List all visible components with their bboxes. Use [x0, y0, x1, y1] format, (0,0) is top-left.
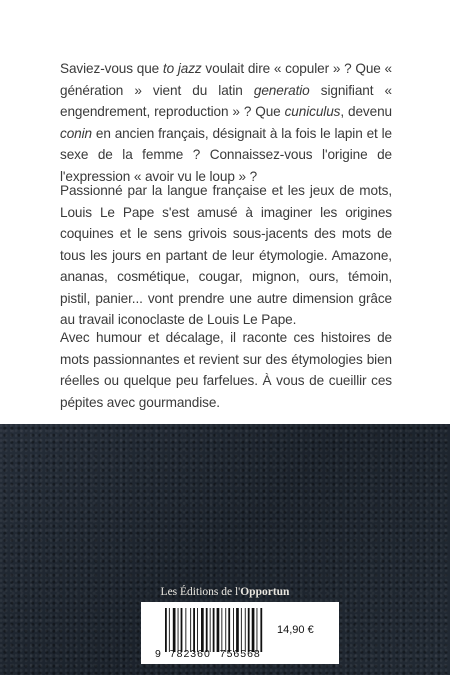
p1-italic-4: conin — [60, 125, 92, 141]
blurb-paragraph-3: Avec humour et décalage, il raconte ces histoires de mots passionnantes et revient sur des étymologies bien réelles ou quelque peu farfelues. À vous de cueillir ces pépites avec gourmandise. — [60, 330, 392, 410]
p1-italic-1: to jazz — [162, 61, 202, 76]
p1-text-4: , devenu — [340, 104, 392, 119]
isbn-digits — [155, 648, 267, 662]
p1-text-3: signifiant « engendrement, reproduction » ? Que — [60, 82, 392, 119]
p1-text-1: Saviez-vous que — [60, 61, 163, 76]
p1-text-5: en ancien français, désignait à la fois le lapin et le sexe de la femme ? Connaissez-vous l'origine de l'expression « avoir vu le loup » ? — [60, 125, 392, 184]
publisher-brand: Opportun — [240, 586, 290, 598]
p1-italic-2: generatio — [253, 82, 310, 98]
blurb-paragraph-1 — [60, 58, 392, 187]
barcode-icon — [165, 608, 263, 652]
blurb-paragraph-2: Passionné par la langue française et les jeux de mots, Louis Le Pape s'est amusé à imaginer les origines coquines et le sens grivois sous-jacents des mots de tous les jours en partant de leur étymologie. Amazone, ananas, cosmétique, cougar, mignon, ours, témoin, pistil, panier... vont prendre une autre dimension grâce au travail iconoclaste de Louis Le Pape. — [60, 183, 392, 327]
publisher-name — [0, 586, 450, 598]
p1-italic-3: cuniculus — [284, 104, 341, 119]
isbn-group-2: 756568 — [219, 648, 261, 660]
p1-text-2: voulait dire « copuler » ? Que « génération » vient du latin — [60, 61, 392, 98]
isbn-group-1: 782360 — [169, 648, 211, 660]
barcode-panel — [141, 602, 339, 664]
isbn-digit-first: 9 — [155, 648, 161, 660]
price-label: 14,90 € — [277, 624, 314, 636]
publisher-prefix: Les Éditions de l' — [160, 586, 241, 598]
